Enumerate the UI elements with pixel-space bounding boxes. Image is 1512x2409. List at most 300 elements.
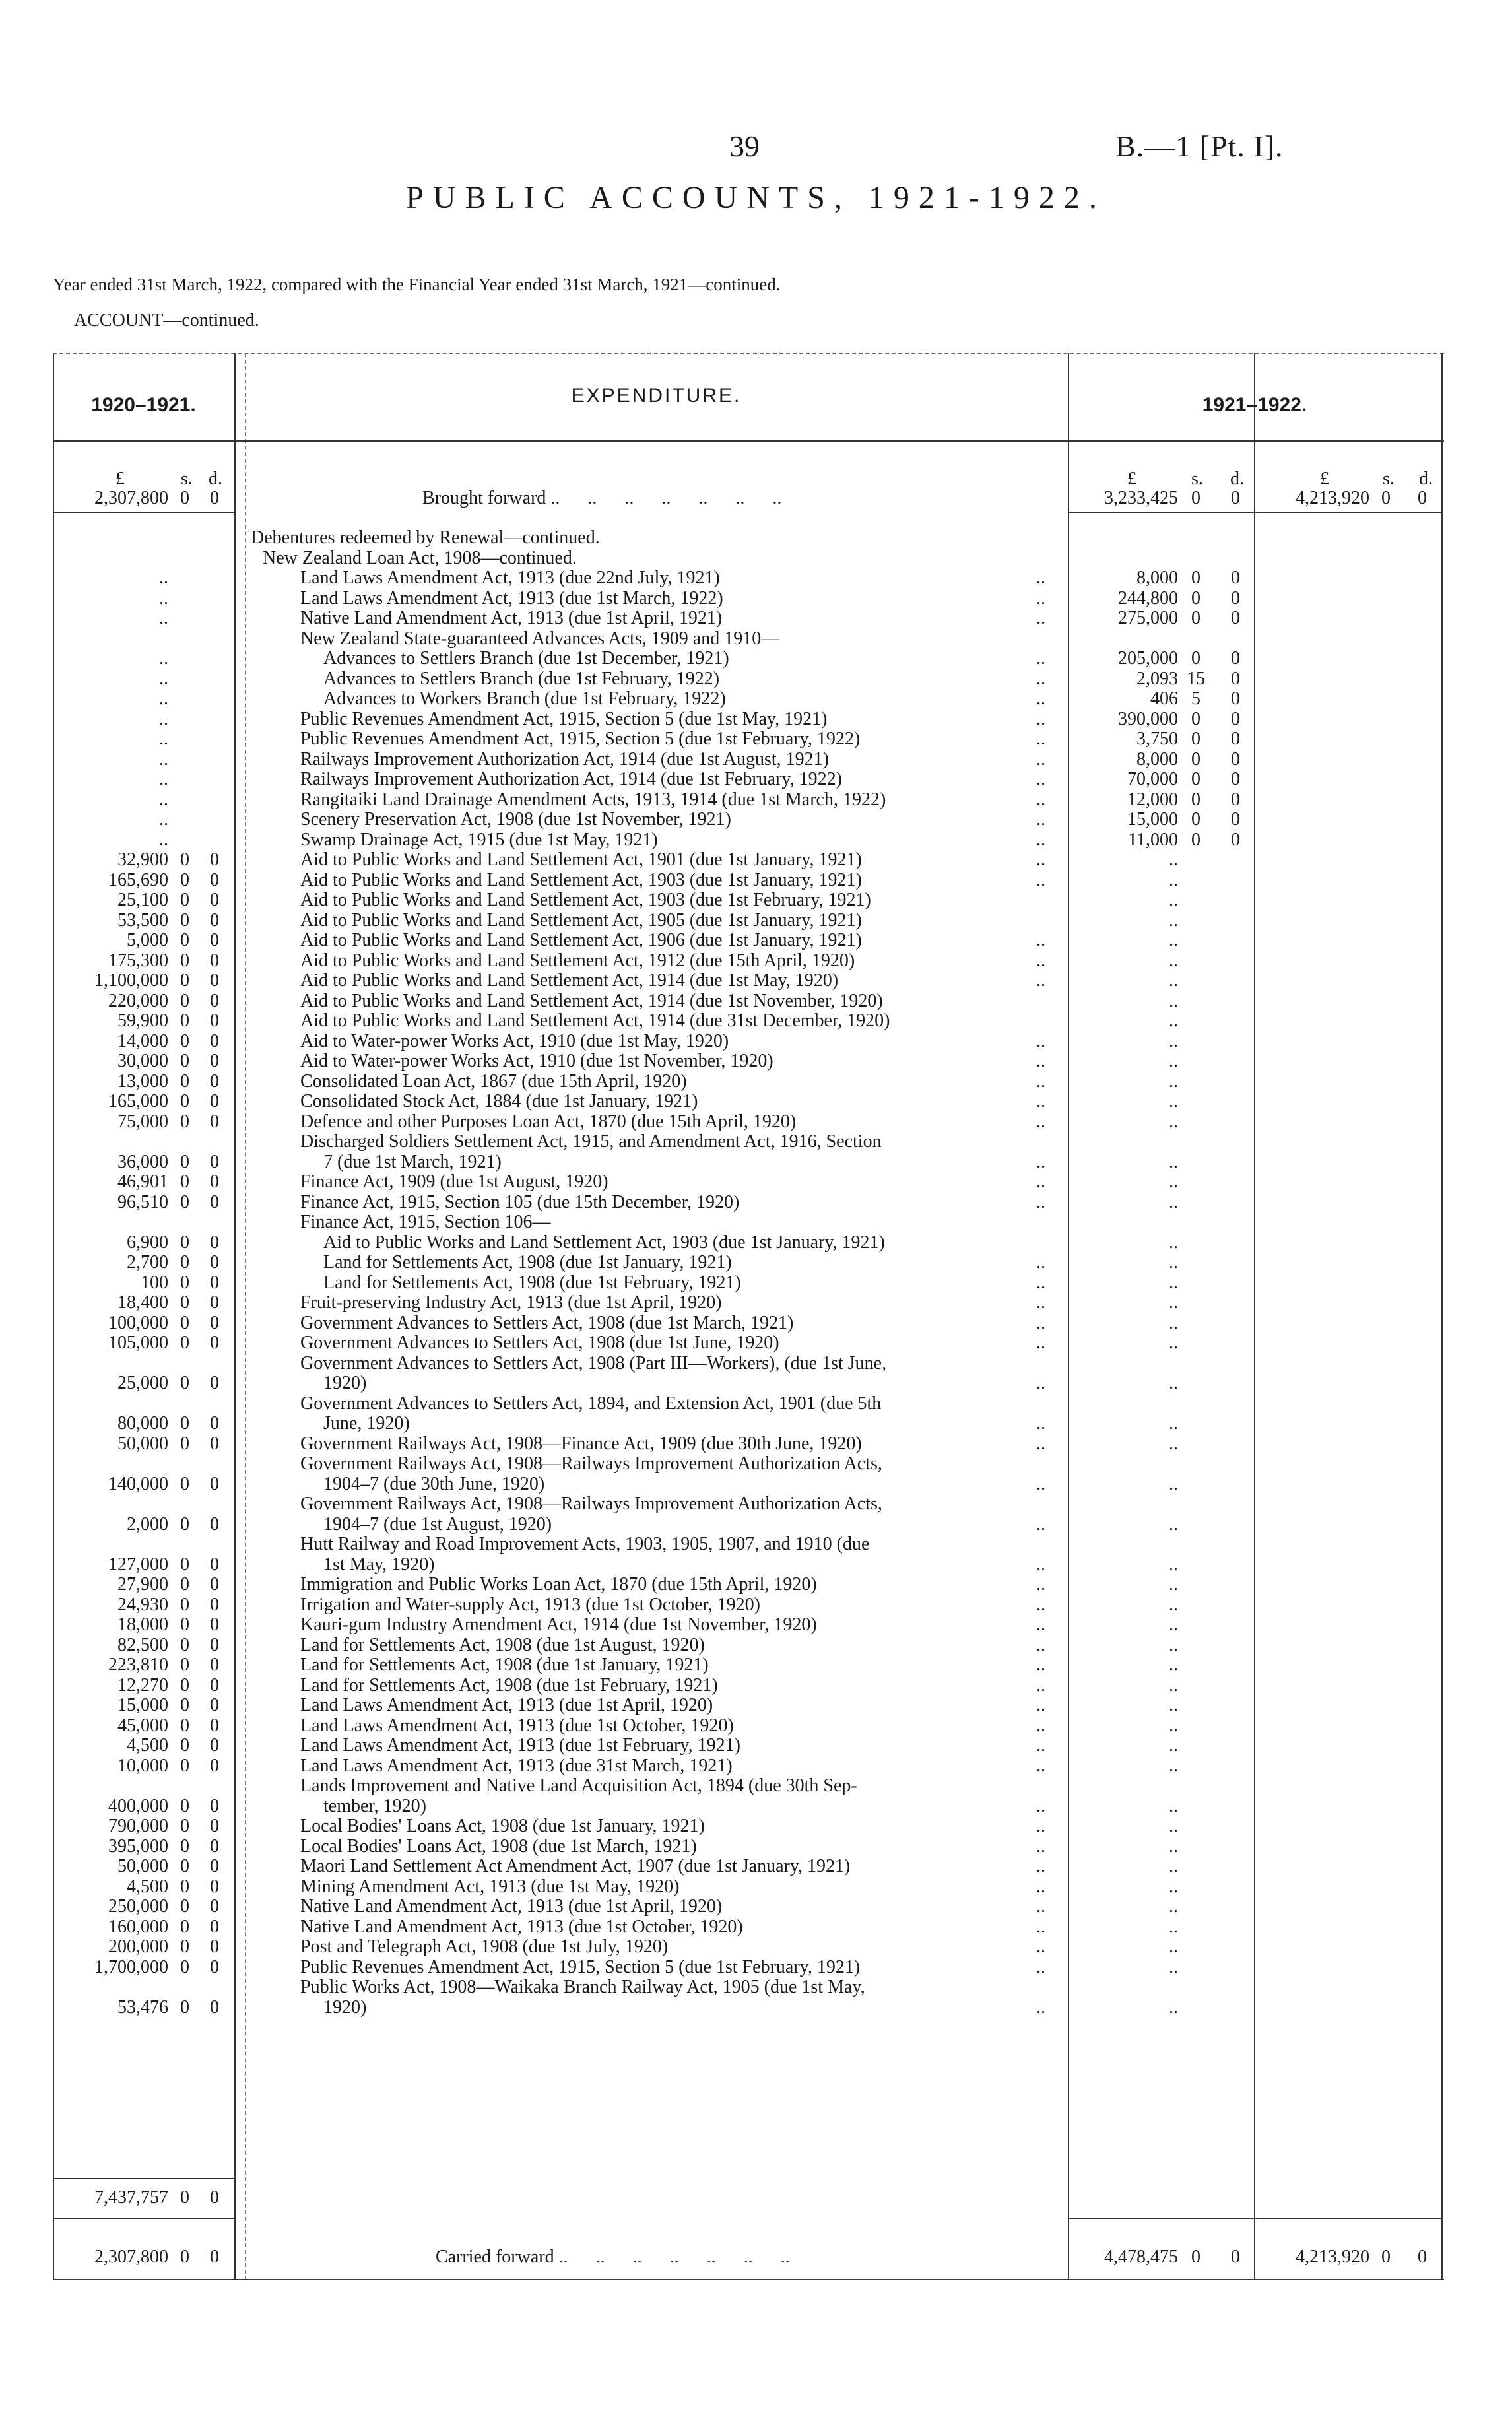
row-prev-amount: 30,000 <box>117 1051 168 1071</box>
row-curr-amount: .. <box>1169 1816 1178 1836</box>
row-description-text: 1920) <box>323 1997 367 2018</box>
row-prev-shillings: 0 <box>180 1031 189 1051</box>
prev-pound-unit: £ <box>115 469 125 489</box>
row-prev-amount: 395,000 <box>108 1836 168 1857</box>
row-curr-amount: .. <box>1169 849 1178 870</box>
row-description <box>300 1454 882 1474</box>
row-curr-pence: 0 <box>1231 608 1240 628</box>
row-description <box>300 1655 1045 1675</box>
row-description-text: 1st May, 1920) <box>323 1554 435 1575</box>
row-description-text: Land for Settlements Act, 1908 (due 1st January, 1921) <box>300 1655 709 1675</box>
row-curr-pence: 0 <box>1231 568 1240 588</box>
row-description <box>300 1011 890 1031</box>
row-curr-amount: .. <box>1169 1655 1178 1675</box>
row-prev-amount: 5,000 <box>127 930 168 950</box>
row-description <box>300 1333 1045 1353</box>
row-prev-pence: 0 <box>210 1957 219 1977</box>
row-curr-amount: .. <box>1169 1051 1178 1071</box>
row-prev-shillings: 0 <box>180 1574 189 1595</box>
row-description <box>300 1091 1045 1111</box>
row-prev-pence: 0 <box>210 1413 219 1434</box>
row-curr-shillings: 0 <box>1191 588 1200 609</box>
row-description <box>300 890 871 910</box>
row-description <box>300 1635 1045 1655</box>
row-prev-shillings: 0 <box>180 1695 189 1715</box>
row-description <box>300 1715 1045 1736</box>
row-description-text: Land Laws Amendment Act, 1913 (due 1st October, 1920) <box>300 1715 734 1736</box>
row-curr-amount: .. <box>1169 1514 1178 1534</box>
row-prev-shillings: 0 <box>180 1252 189 1272</box>
row-curr-shillings: 0 <box>1191 608 1200 628</box>
carried-forward-rule-right <box>1068 2218 1441 2219</box>
row-description-text: Debentures redeemed by Renewal—continued. <box>251 527 600 548</box>
row-description <box>300 1614 1045 1635</box>
row-prev-amount: 46,901 <box>117 1172 168 1192</box>
row-description-text: June, 1920) <box>323 1413 410 1434</box>
row-curr-amount: .. <box>1169 1595 1178 1615</box>
carried-forward-curr1: 4,478,475 <box>1104 2247 1178 2267</box>
row-prev-amount: 2,700 <box>127 1252 168 1272</box>
row-prev-pence: 0 <box>210 1172 219 1192</box>
row-leader-dots: .. <box>1036 849 1045 870</box>
row-description-text: Railways Improvement Authorization Act, 1914 (due 1st February, 1922) <box>300 769 842 789</box>
row-leader-dots: .. <box>1036 1917 1045 1937</box>
prev-year-column-divider <box>234 353 236 2280</box>
row-description <box>300 1292 1045 1313</box>
row-leader-dots: .. <box>1036 870 1045 890</box>
row-curr-amount: .. <box>1169 910 1178 931</box>
row-leader-dots: .. <box>1036 1474 1045 1494</box>
row-prev-shillings: 0 <box>180 1111 189 1132</box>
row-description <box>323 669 1045 689</box>
row-prev-pence: 0 <box>210 1715 219 1736</box>
row-description-text: Aid to Public Works and Land Settlement Act, 1903 (due 1st January, 1921) <box>323 1232 885 1253</box>
row-prev-shillings: 0 <box>180 1816 189 1836</box>
row-prev-amount: 75,000 <box>117 1111 168 1132</box>
row-curr-amount: .. <box>1169 1856 1178 1876</box>
page-title: PUBLIC ACCOUNTS, 1921-1922. <box>406 180 1106 215</box>
row-prev-pence: 0 <box>210 1554 219 1575</box>
brought-forward-label: Brought forward .. .. .. .. .. .. .. <box>422 488 782 508</box>
row-prev-amount: 25,100 <box>117 890 168 910</box>
prev-year-column-rule <box>245 353 246 2280</box>
row-prev-amount: 250,000 <box>108 1896 168 1917</box>
row-prev-shillings: 0 <box>180 1675 189 1696</box>
row-prev-amount: 82,500 <box>117 1635 168 1655</box>
row-curr-amount: .. <box>1169 991 1178 1011</box>
row-leader-dots: .. <box>1036 789 1045 810</box>
row-prev-shillings: 0 <box>180 1192 189 1212</box>
row-prev-shillings: 0 <box>180 870 189 890</box>
row-prev-amount: 50,000 <box>117 1856 168 1876</box>
row-curr-amount: 244,800 <box>1118 588 1178 609</box>
row-curr-pence: 0 <box>1231 809 1240 830</box>
row-leader-dots: .. <box>1036 1373 1045 1393</box>
row-prev-amount: .. <box>159 789 168 810</box>
row-leader-dots: .. <box>1036 1856 1045 1876</box>
row-description <box>300 588 1045 609</box>
row-description <box>300 1917 1045 1937</box>
row-description-text: Aid to Public Works and Land Settlement Act, 1903 (due 1st January, 1921) <box>300 870 862 890</box>
row-description <box>300 1172 1045 1192</box>
row-prev-amount: 15,000 <box>117 1695 168 1715</box>
row-leader-dots: .. <box>1036 568 1045 588</box>
row-curr-amount: .. <box>1169 1071 1178 1092</box>
row-prev-amount: 2,000 <box>127 1514 168 1534</box>
row-leader-dots: .. <box>1036 1957 1045 1977</box>
row-description-text: Aid to Public Works and Land Settlement Act, 1914 (due 1st May, 1920) <box>300 970 839 991</box>
row-curr-shillings: 0 <box>1191 789 1200 810</box>
row-description-text: Native Land Amendment Act, 1913 (due 1st October, 1920) <box>300 1917 743 1937</box>
row-curr-shillings: 0 <box>1191 830 1200 850</box>
row-prev-amount: .. <box>159 568 168 588</box>
row-description <box>300 789 1045 810</box>
row-prev-amount: .. <box>159 709 168 729</box>
row-prev-pence: 0 <box>210 1333 219 1353</box>
row-description <box>300 1212 551 1232</box>
row-prev-shillings: 0 <box>180 930 189 950</box>
row-curr-shillings: 0 <box>1191 749 1200 770</box>
row-prev-pence: 0 <box>210 1010 219 1031</box>
subtotal-prev-s: 0 <box>180 2187 189 2208</box>
row-description-text: Native Land Amendment Act, 1913 (due 1st April, 1920) <box>300 1896 723 1917</box>
carried-forward-prev: 2,307,800 <box>94 2247 168 2267</box>
brought-forward-curr1-s: 0 <box>1191 488 1200 508</box>
row-prev-amount: .. <box>159 769 168 789</box>
row-leader-dots: .. <box>1036 1635 1045 1655</box>
row-description-text: Post and Telegraph Act, 1908 (due 1st July, 1920) <box>300 1936 669 1957</box>
row-description <box>300 1192 1045 1212</box>
row-description-text: Public Revenues Amendment Act, 1915, Section 5 (due 1st May, 1921) <box>300 709 828 729</box>
row-description-text: Government Railways Act, 1908—Railways Improvement Authorization Acts, <box>300 1494 882 1514</box>
row-description-text: Defence and other Purposes Loan Act, 1870 (due 15th April, 1920) <box>300 1111 797 1132</box>
row-leader-dots: .. <box>1036 1111 1045 1132</box>
row-prev-shillings: 0 <box>180 1655 189 1675</box>
row-description <box>300 1494 882 1514</box>
row-prev-pence: 0 <box>210 1434 219 1454</box>
subtotal-rule <box>53 2178 234 2179</box>
row-leader-dots: .. <box>1036 1252 1045 1272</box>
row-prev-amount: 25,000 <box>117 1373 168 1393</box>
row-prev-pence: 0 <box>210 1675 219 1696</box>
row-description-text: Government Advances to Settlers Act, 1908 (Part III—Workers), (due 1st June, <box>300 1353 887 1373</box>
row-prev-shillings: 0 <box>180 1474 189 1494</box>
curr-year-header: 1921–1922. <box>1202 394 1307 416</box>
row-description-text: Government Advances to Settlers Act, 1908 (due 1st June, 1920) <box>300 1333 779 1353</box>
row-description <box>300 1856 1045 1876</box>
row-curr-amount: .. <box>1169 1917 1178 1937</box>
row-leader-dots: .. <box>1036 1735 1045 1756</box>
row-description-text: Hutt Railway and Road Improvement Acts, 1903, 1905, 1907, and 1910 (due <box>300 1534 870 1554</box>
row-prev-amount: 100,000 <box>108 1313 168 1333</box>
row-prev-amount: 223,810 <box>108 1655 168 1675</box>
row-prev-shillings: 0 <box>180 1917 189 1937</box>
row-description <box>300 950 1045 971</box>
row-description <box>300 1675 1045 1696</box>
row-prev-shillings: 0 <box>180 910 189 931</box>
row-prev-pence: 0 <box>210 910 219 931</box>
row-prev-shillings: 0 <box>180 991 189 1011</box>
curr2-pence-unit: d. <box>1419 469 1433 489</box>
row-prev-shillings: 0 <box>180 970 189 991</box>
row-prev-amount: 790,000 <box>108 1816 168 1836</box>
row-curr-shillings: 0 <box>1191 769 1200 789</box>
row-prev-pence: 0 <box>210 991 219 1011</box>
row-prev-amount: 175,300 <box>108 950 168 971</box>
row-description-text: Land for Settlements Act, 1908 (due 1st August, 1920) <box>300 1635 705 1655</box>
row-prev-pence: 0 <box>210 1896 219 1917</box>
row-description-text: New Zealand Loan Act, 1908—continued. <box>263 548 577 568</box>
row-prev-amount: .. <box>159 749 168 770</box>
carried-forward-curr2-d: 0 <box>1418 2247 1427 2267</box>
row-description <box>300 1574 1045 1595</box>
row-prev-amount: 10,000 <box>117 1756 168 1776</box>
row-curr-amount: 15,000 <box>1127 809 1178 830</box>
curr1-pound-unit: £ <box>1127 469 1136 489</box>
row-leader-dots: .. <box>1036 970 1045 991</box>
curr1-pence-unit: d. <box>1230 469 1244 489</box>
row-description <box>300 1354 886 1373</box>
row-prev-amount: 160,000 <box>108 1917 168 1937</box>
row-description-text: Advances to Settlers Branch (due 1st February, 1922) <box>323 669 720 689</box>
row-prev-shillings: 0 <box>180 1614 189 1635</box>
row-prev-pence: 0 <box>210 970 219 991</box>
row-prev-amount: 165,690 <box>108 870 168 890</box>
row-description <box>300 709 1045 729</box>
brought-forward-rule-right <box>1068 512 1441 513</box>
row-prev-pence: 0 <box>210 890 219 910</box>
row-prev-amount: 200,000 <box>108 1936 168 1957</box>
row-description-text: tember, 1920) <box>323 1796 426 1816</box>
row-prev-pence: 0 <box>210 1635 219 1655</box>
row-description <box>300 1534 869 1554</box>
row-curr-amount: 12,000 <box>1127 789 1178 810</box>
row-curr-amount: .. <box>1169 1434 1178 1454</box>
row-curr-amount: .. <box>1169 870 1178 890</box>
row-prev-pence: 0 <box>210 1695 219 1715</box>
row-description-text: Aid to Water-power Works Act, 1910 (due 1st May, 1920) <box>300 1031 729 1051</box>
brought-forward-curr2-s: 0 <box>1381 488 1391 508</box>
row-curr-amount: .. <box>1169 1836 1178 1857</box>
row-curr-amount: .. <box>1169 1333 1178 1353</box>
row-description-text: Finance Act, 1909 (due 1st August, 1920) <box>300 1172 608 1192</box>
row-description <box>323 1233 885 1253</box>
row-description <box>300 1776 857 1796</box>
row-prev-amount: 53,476 <box>117 1997 168 2018</box>
row-curr-amount: .. <box>1169 1232 1178 1253</box>
row-curr-shillings: 0 <box>1191 648 1200 669</box>
row-description-text: Aid to Water-power Works Act, 1910 (due 1st November, 1920) <box>300 1051 773 1071</box>
row-prev-pence: 0 <box>210 849 219 870</box>
row-leader-dots: .. <box>1036 830 1045 850</box>
row-description-text: 7 (due 1st March, 1921) <box>323 1152 502 1172</box>
row-curr-pence: 0 <box>1231 648 1240 669</box>
current-year-column-divider <box>1254 353 1255 2280</box>
row-description <box>323 1514 1045 1534</box>
row-leader-dots: .. <box>1036 1614 1045 1635</box>
row-curr-amount: .. <box>1169 1192 1178 1212</box>
row-prev-amount: 45,000 <box>117 1715 168 1736</box>
brought-forward-prev-d: 0 <box>210 488 219 508</box>
row-prev-amount: .. <box>159 729 168 749</box>
row-leader-dots: .. <box>1036 1172 1045 1192</box>
row-prev-pence: 0 <box>210 1091 219 1111</box>
row-prev-shillings: 0 <box>180 1957 189 1977</box>
row-curr-pence: 0 <box>1231 749 1240 770</box>
row-prev-amount: 27,900 <box>117 1574 168 1595</box>
row-prev-pence: 0 <box>210 1876 219 1897</box>
row-leader-dots: .. <box>1036 729 1045 749</box>
subtotal-prev: 7,437,757 <box>94 2187 168 2208</box>
row-curr-shillings: 0 <box>1191 709 1200 729</box>
row-curr-amount: .. <box>1169 1756 1178 1776</box>
row-leader-dots: .. <box>1036 1051 1045 1071</box>
row-description <box>300 930 1045 950</box>
row-prev-amount: 1,100,000 <box>94 970 168 991</box>
row-prev-amount: 80,000 <box>117 1413 168 1434</box>
row-leader-dots: .. <box>1036 709 1045 729</box>
row-description-text: Public Revenues Amendment Act, 1915, Section 5 (due 1st February, 1921) <box>300 1957 861 1977</box>
row-prev-amount: 18,000 <box>117 1614 168 1635</box>
row-leader-dots: .. <box>1036 950 1045 971</box>
row-description-text: Land Laws Amendment Act, 1913 (due 1st March, 1922) <box>300 588 723 609</box>
row-curr-pence: 0 <box>1231 789 1240 810</box>
row-curr-amount: .. <box>1169 1152 1178 1172</box>
row-prev-pence: 0 <box>210 1655 219 1675</box>
row-curr-shillings: 0 <box>1191 729 1200 749</box>
row-description <box>300 1957 1045 1977</box>
row-description-text: Land Laws Amendment Act, 1913 (due 1st February, 1921) <box>300 1735 740 1756</box>
row-description-text: Local Bodies' Loans Act, 1908 (due 1st January, 1921) <box>300 1816 705 1836</box>
row-curr-amount: .. <box>1169 1010 1178 1031</box>
row-prev-shillings: 0 <box>180 950 189 971</box>
row-description <box>300 568 1045 588</box>
row-prev-pence: 0 <box>210 1856 219 1876</box>
row-prev-pence: 0 <box>210 1051 219 1071</box>
row-description-text: Land for Settlements Act, 1908 (due 1st February, 1921) <box>323 1272 741 1293</box>
row-prev-amount: 105,000 <box>108 1333 168 1353</box>
row-description <box>300 1816 1045 1836</box>
row-description <box>300 1595 1045 1615</box>
row-leader-dots: .. <box>1036 1836 1045 1857</box>
row-prev-shillings: 0 <box>180 1010 189 1031</box>
row-prev-amount: .. <box>159 830 168 850</box>
row-description <box>323 1997 1045 2018</box>
row-leader-dots: .. <box>1036 1595 1045 1615</box>
row-curr-amount: .. <box>1169 1031 1178 1051</box>
row-curr-amount: 70,000 <box>1127 769 1178 789</box>
row-description <box>300 1071 1045 1092</box>
row-curr-amount: .. <box>1169 1957 1178 1977</box>
row-leader-dots: .. <box>1036 688 1045 709</box>
row-leader-dots: .. <box>1036 1292 1045 1313</box>
row-description-text: Public Revenues Amendment Act, 1915, Section 5 (due 1st February, 1922) <box>300 729 861 749</box>
row-prev-amount: 6,900 <box>127 1232 168 1253</box>
row-curr-amount: .. <box>1169 1876 1178 1897</box>
page-subtitle: Year ended 31st March, 1922, compared with the Financial Year ended 31st March, 1921—continued. <box>53 275 781 294</box>
curr2-shilling-unit: s. <box>1383 469 1395 489</box>
row-leader-dots: .. <box>1036 1192 1045 1212</box>
row-description <box>300 769 1045 789</box>
brought-forward-curr2: 4,213,920 <box>1296 488 1369 508</box>
row-description-text: Consolidated Stock Act, 1884 (due 1st January, 1921) <box>300 1091 698 1111</box>
row-prev-shillings: 0 <box>180 1333 189 1353</box>
row-prev-amount: 165,000 <box>108 1091 168 1111</box>
row-leader-dots: .. <box>1036 1071 1045 1092</box>
row-leader-dots: .. <box>1036 1655 1045 1675</box>
row-prev-shillings: 0 <box>180 1232 189 1253</box>
row-description-text: Advances to Settlers Branch (due 1st December, 1921) <box>323 648 729 669</box>
row-prev-pence: 0 <box>210 1816 219 1836</box>
row-curr-amount: 275,000 <box>1118 608 1178 628</box>
row-description-text: Local Bodies' Loans Act, 1908 (due 1st March, 1921) <box>300 1836 697 1857</box>
row-prev-shillings: 0 <box>180 1715 189 1736</box>
row-leader-dots: .. <box>1036 588 1045 609</box>
row-prev-shillings: 0 <box>180 1071 189 1092</box>
row-prev-shillings: 0 <box>180 1936 189 1957</box>
row-prev-pence: 0 <box>210 1756 219 1776</box>
row-leader-dots: .. <box>1036 1514 1045 1534</box>
row-curr-shillings: 15 <box>1187 669 1205 689</box>
row-leader-dots: .. <box>1036 1695 1045 1715</box>
row-leader-dots: .. <box>1036 809 1045 830</box>
row-curr-amount: .. <box>1169 1997 1178 2018</box>
row-prev-pence: 0 <box>210 1071 219 1092</box>
row-curr-amount: 8,000 <box>1136 568 1178 588</box>
row-description <box>323 1152 1045 1172</box>
row-curr-pence: 0 <box>1231 729 1240 749</box>
table-bottom-border <box>53 2279 1444 2280</box>
row-prev-pence: 0 <box>210 1474 219 1494</box>
row-prev-pence: 0 <box>210 1796 219 1816</box>
row-prev-amount: 18,400 <box>117 1292 168 1313</box>
row-prev-amount: .. <box>159 588 168 609</box>
row-prev-amount: 12,270 <box>117 1675 168 1696</box>
row-description <box>300 1132 882 1152</box>
row-prev-shillings: 0 <box>180 849 189 870</box>
row-description-text: Land Laws Amendment Act, 1913 (due 1st April, 1920) <box>300 1695 713 1715</box>
row-prev-shillings: 0 <box>180 1313 189 1333</box>
brought-forward-rule <box>53 512 234 513</box>
row-description <box>300 1695 1045 1715</box>
page-number: 39 <box>729 129 760 163</box>
row-curr-amount: .. <box>1169 1474 1178 1494</box>
row-description-text: Immigration and Public Works Loan Act, 1870 (due 15th April, 1920) <box>300 1574 817 1595</box>
curr2-pound-unit: £ <box>1320 469 1329 489</box>
prev-pence-unit: d. <box>209 469 222 489</box>
row-curr-pence: 0 <box>1231 769 1240 789</box>
row-prev-pence: 0 <box>210 1373 219 1393</box>
row-prev-amount: 140,000 <box>108 1474 168 1494</box>
row-description-text: Finance Act, 1915, Section 105 (due 15th December, 1920) <box>300 1192 740 1212</box>
row-prev-shillings: 0 <box>180 1856 189 1876</box>
row-prev-pence: 0 <box>210 1514 219 1534</box>
row-curr-amount: .. <box>1169 1614 1178 1635</box>
carried-forward-curr2-s: 0 <box>1381 2247 1391 2267</box>
row-description <box>300 1111 1045 1132</box>
row-description <box>323 1252 1045 1272</box>
row-leader-dots: .. <box>1036 1896 1045 1917</box>
row-curr-amount: 205,000 <box>1118 648 1178 669</box>
row-curr-amount: .. <box>1169 1091 1178 1111</box>
row-description-text: 1904–7 (due 1st August, 1920) <box>323 1514 552 1534</box>
row-description-text: Aid to Public Works and Land Settlement Act, 1903 (due 1st February, 1921) <box>300 890 871 910</box>
row-leader-dots: .. <box>1036 608 1045 628</box>
row-prev-amount: .. <box>159 809 168 830</box>
row-prev-amount: 50,000 <box>117 1434 168 1454</box>
brought-forward-curr1-d: 0 <box>1231 488 1240 508</box>
row-description-text: Aid to Public Works and Land Settlement Act, 1914 (due 1st November, 1920) <box>300 991 883 1011</box>
